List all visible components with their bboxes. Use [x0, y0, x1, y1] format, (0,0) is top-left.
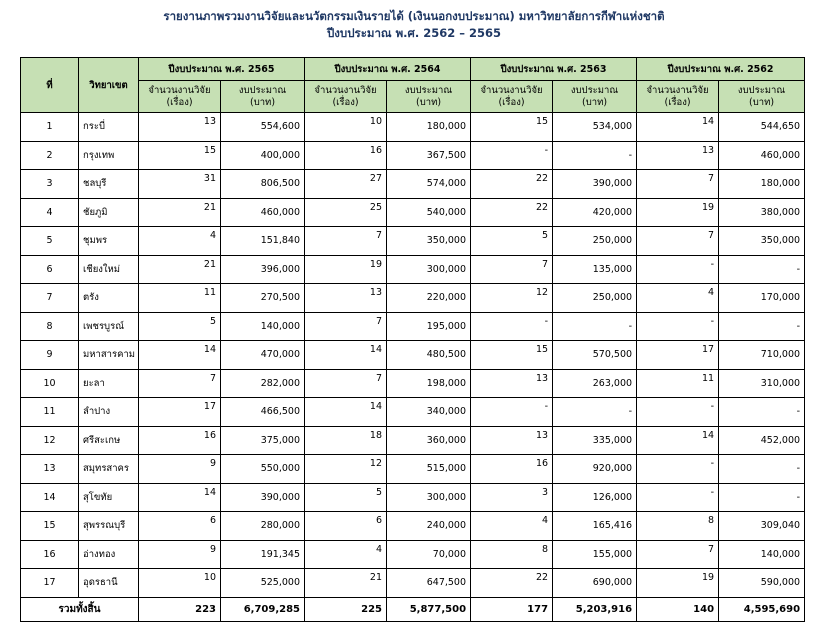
header-count-2563: [471, 81, 553, 113]
total-budget-2565: 6,709,285: [221, 597, 305, 621]
report-title: รายงานภาพรวมงานวิจัยและนวัตกรรมเงินรายได้ (เงินนอกงบประมาณ) มหาวิทยาลัยการกีฬาแห่งชาติ: [163, 9, 665, 23]
budget-2564: 300,000: [387, 255, 471, 284]
budget-2564: 340,000: [387, 398, 471, 427]
count-2565: 9: [139, 540, 221, 569]
header-year-2562: ปีงบประมาณ พ.ศ. 2562: [637, 58, 805, 81]
count-2564: 19: [305, 255, 387, 284]
table-row: [21, 569, 805, 598]
budget-2564: 240,000: [387, 512, 471, 541]
total-budget-2564: 5,877,500: [387, 597, 471, 621]
header-year-2565: ปีงบประมาณ พ.ศ. 2565: [139, 58, 305, 81]
row-number: 14: [21, 483, 79, 512]
budget-2564: 480,500: [387, 341, 471, 370]
count-2563: 22: [471, 170, 553, 199]
budget-2562: 310,000: [719, 369, 805, 398]
header-budget-line2: (บาท): [582, 96, 608, 108]
budget-2562: 180,000: [719, 170, 805, 199]
header-campus: วิทยาเขต: [79, 58, 139, 113]
table-row: [21, 141, 805, 170]
count-2562: -: [637, 398, 719, 427]
budget-2564: 515,000: [387, 455, 471, 484]
header-count-2562: [637, 81, 719, 113]
budget-2565: 460,000: [221, 198, 305, 227]
budget-2564: 574,000: [387, 170, 471, 199]
budget-2565: 806,500: [221, 170, 305, 199]
header-count-line1: จำนวนงานวิจัย: [314, 84, 377, 96]
header-budget-2563: [553, 81, 637, 113]
budget-2562: -: [719, 455, 805, 484]
header-budget-2564: [387, 81, 471, 113]
count-2564: 5: [305, 483, 387, 512]
budget-2563: 135,000: [553, 255, 637, 284]
count-2563: 8: [471, 540, 553, 569]
table-row: [21, 170, 805, 199]
count-2563: 7: [471, 255, 553, 284]
budget-2565: 554,600: [221, 113, 305, 142]
budget-2562: -: [719, 312, 805, 341]
budget-2564: 198,000: [387, 369, 471, 398]
row-number: 6: [21, 255, 79, 284]
campus-name: ตรัง: [79, 284, 139, 313]
table-row: [21, 312, 805, 341]
budget-2563: 250,000: [553, 284, 637, 313]
budget-2564: 300,000: [387, 483, 471, 512]
count-2564: 10: [305, 113, 387, 142]
count-2565: 7: [139, 369, 221, 398]
budget-2563: 155,000: [553, 540, 637, 569]
campus-name: มหาสารคาม: [79, 341, 139, 370]
count-2562: 14: [637, 426, 719, 455]
count-2562: 7: [637, 227, 719, 256]
count-2564: 4: [305, 540, 387, 569]
table-row: [21, 540, 805, 569]
count-2564: 16: [305, 141, 387, 170]
campus-name: อ่างทอง: [79, 540, 139, 569]
row-number: 9: [21, 341, 79, 370]
count-2565: 4: [139, 227, 221, 256]
header-count-line1: จำนวนงานวิจัย: [148, 84, 211, 96]
count-2564: 25: [305, 198, 387, 227]
count-2562: 7: [637, 540, 719, 569]
count-2563: -: [471, 312, 553, 341]
budget-2562: 140,000: [719, 540, 805, 569]
row-number: 3: [21, 170, 79, 199]
campus-name: สุพรรณบุรี: [79, 512, 139, 541]
row-number: 1: [21, 113, 79, 142]
budget-2562: -: [719, 398, 805, 427]
table-row: [21, 426, 805, 455]
budget-2565: 466,500: [221, 398, 305, 427]
total-count-2564: 225: [305, 597, 387, 621]
header-count-line2: (เรื่อง): [664, 96, 691, 108]
count-2565: 6: [139, 512, 221, 541]
count-2563: 16: [471, 455, 553, 484]
count-2562: 11: [637, 369, 719, 398]
budget-2563: 920,000: [553, 455, 637, 484]
budget-2563: -: [553, 312, 637, 341]
campus-name: ชุมพร: [79, 227, 139, 256]
row-number: 15: [21, 512, 79, 541]
table-row: [21, 398, 805, 427]
campus-name: ชลบุรี: [79, 170, 139, 199]
total-row: [21, 597, 805, 621]
total-budget-2563: 5,203,916: [553, 597, 637, 621]
budget-2563: 690,000: [553, 569, 637, 598]
count-2563: 13: [471, 426, 553, 455]
count-2565: 14: [139, 341, 221, 370]
count-2564: 6: [305, 512, 387, 541]
budget-2565: 140,000: [221, 312, 305, 341]
total-label: รวมทั้งสิ้น: [21, 597, 139, 621]
count-2563: 12: [471, 284, 553, 313]
table-row: [21, 198, 805, 227]
count-2565: 21: [139, 255, 221, 284]
table-row: [21, 483, 805, 512]
row-number: 16: [21, 540, 79, 569]
budget-2562: -: [719, 483, 805, 512]
count-2565: 5: [139, 312, 221, 341]
budget-2564: 220,000: [387, 284, 471, 313]
header-budget-line1: งบประมาณ: [570, 84, 619, 96]
table-row: [21, 284, 805, 313]
count-2562: -: [637, 455, 719, 484]
count-2563: -: [471, 141, 553, 170]
row-number: 17: [21, 569, 79, 598]
campus-name: ลำปาง: [79, 398, 139, 427]
count-2565: 31: [139, 170, 221, 199]
header-budget-line1: งบประมาณ: [404, 84, 453, 96]
row-number: 4: [21, 198, 79, 227]
budget-2564: 360,000: [387, 426, 471, 455]
budget-2565: 400,000: [221, 141, 305, 170]
budget-2564: 647,500: [387, 569, 471, 598]
count-2565: 15: [139, 141, 221, 170]
count-2565: 14: [139, 483, 221, 512]
budget-2563: 390,000: [553, 170, 637, 199]
count-2564: 14: [305, 398, 387, 427]
budget-2563: 420,000: [553, 198, 637, 227]
table-row: [21, 512, 805, 541]
budget-2565: 282,000: [221, 369, 305, 398]
budget-2562: 710,000: [719, 341, 805, 370]
total-count-2562: 140: [637, 597, 719, 621]
count-2562: -: [637, 483, 719, 512]
budget-2564: 195,000: [387, 312, 471, 341]
budget-2562: 452,000: [719, 426, 805, 455]
total-count-2565: 223: [139, 597, 221, 621]
campus-name: อุดรธานี: [79, 569, 139, 598]
budget-2565: 390,000: [221, 483, 305, 512]
table-row: [21, 341, 805, 370]
header-no: ที่: [21, 58, 79, 113]
table-row: [21, 369, 805, 398]
budget-2565: 550,000: [221, 455, 305, 484]
count-2564: 27: [305, 170, 387, 199]
count-2565: 9: [139, 455, 221, 484]
campus-name: เพชรบูรณ์: [79, 312, 139, 341]
header-budget-line2: (บาท): [749, 96, 775, 108]
count-2563: 15: [471, 113, 553, 142]
header-budget-2562: [719, 81, 805, 113]
count-2565: 17: [139, 398, 221, 427]
count-2563: 3: [471, 483, 553, 512]
header-count-line2: (เรื่อง): [498, 96, 525, 108]
count-2565: 11: [139, 284, 221, 313]
count-2562: 4: [637, 284, 719, 313]
report-subtitle: ปีงบประมาณ พ.ศ. 2562 – 2565: [327, 26, 501, 40]
budget-2563: 263,000: [553, 369, 637, 398]
header-budget-line2: (บาท): [416, 96, 442, 108]
campus-name: สมุทรสาคร: [79, 455, 139, 484]
budget-2563: -: [553, 141, 637, 170]
budget-2562: 380,000: [719, 198, 805, 227]
count-2563: 4: [471, 512, 553, 541]
header-count-2564: [305, 81, 387, 113]
count-2565: 10: [139, 569, 221, 598]
count-2562: -: [637, 312, 719, 341]
total-budget-2562: 4,595,690: [719, 597, 805, 621]
header-budget-line1: งบประมาณ: [737, 84, 786, 96]
row-number: 12: [21, 426, 79, 455]
budget-2565: 270,500: [221, 284, 305, 313]
count-2563: 22: [471, 569, 553, 598]
row-number: 5: [21, 227, 79, 256]
count-2562: -: [637, 255, 719, 284]
budget-2562: 170,000: [719, 284, 805, 313]
count-2565: 21: [139, 198, 221, 227]
budget-2562: 590,000: [719, 569, 805, 598]
campus-name: กระบี่: [79, 113, 139, 142]
campus-name: ชัยภูมิ: [79, 198, 139, 227]
count-2563: -: [471, 398, 553, 427]
count-2563: 22: [471, 198, 553, 227]
budget-2565: 470,000: [221, 341, 305, 370]
campus-name: ยะลา: [79, 369, 139, 398]
budget-2563: 165,416: [553, 512, 637, 541]
budget-2563: 126,000: [553, 483, 637, 512]
budget-2565: 525,000: [221, 569, 305, 598]
budget-2565: 191,345: [221, 540, 305, 569]
table-row: [21, 455, 805, 484]
table-row: [21, 255, 805, 284]
row-number: 7: [21, 284, 79, 313]
budget-2563: 534,000: [553, 113, 637, 142]
total-count-2563: 177: [471, 597, 553, 621]
count-2562: 19: [637, 569, 719, 598]
count-2564: 13: [305, 284, 387, 313]
count-2562: 8: [637, 512, 719, 541]
budget-2564: 70,000: [387, 540, 471, 569]
budget-2564: 367,500: [387, 141, 471, 170]
header-budget-line1: งบประมาณ: [238, 84, 287, 96]
count-2563: 15: [471, 341, 553, 370]
budget-2562: 544,650: [719, 113, 805, 142]
budget-2563: -: [553, 398, 637, 427]
count-2565: 16: [139, 426, 221, 455]
budget-2562: 350,000: [719, 227, 805, 256]
count-2564: 12: [305, 455, 387, 484]
count-2564: 7: [305, 369, 387, 398]
budget-2565: 396,000: [221, 255, 305, 284]
header-count-2565: [139, 81, 221, 113]
table-row: [21, 227, 805, 256]
campus-name: สุโขทัย: [79, 483, 139, 512]
research-budget-table: [20, 57, 805, 622]
count-2564: 14: [305, 341, 387, 370]
header-budget-2565: [221, 81, 305, 113]
budget-2563: 335,000: [553, 426, 637, 455]
count-2565: 13: [139, 113, 221, 142]
budget-2565: 280,000: [221, 512, 305, 541]
budget-2564: 180,000: [387, 113, 471, 142]
header-budget-line2: (บาท): [249, 96, 276, 108]
budget-2563: 250,000: [553, 227, 637, 256]
table-row: [21, 113, 805, 142]
count-2562: 7: [637, 170, 719, 199]
budget-2564: 540,000: [387, 198, 471, 227]
campus-name: กรุงเทพ: [79, 141, 139, 170]
count-2564: 7: [305, 312, 387, 341]
budget-2565: 375,000: [221, 426, 305, 455]
row-number: 13: [21, 455, 79, 484]
campus-name: ศรีสะเกษ: [79, 426, 139, 455]
header-count-line1: จำนวนงานวิจัย: [646, 84, 709, 96]
count-2563: 5: [471, 227, 553, 256]
budget-2563: 570,500: [553, 341, 637, 370]
budget-2562: 460,000: [719, 141, 805, 170]
header-year-2564: ปีงบประมาณ พ.ศ. 2564: [305, 58, 471, 81]
count-2564: 18: [305, 426, 387, 455]
row-number: 2: [21, 141, 79, 170]
budget-2564: 350,000: [387, 227, 471, 256]
count-2564: 7: [305, 227, 387, 256]
row-number: 10: [21, 369, 79, 398]
header-year-2563: ปีงบประมาณ พ.ศ. 2563: [471, 58, 637, 81]
header-count-line2: (เรื่อง): [332, 96, 359, 108]
count-2563: 13: [471, 369, 553, 398]
row-number: 8: [21, 312, 79, 341]
count-2562: 13: [637, 141, 719, 170]
count-2564: 21: [305, 569, 387, 598]
count-2562: 17: [637, 341, 719, 370]
row-number: 11: [21, 398, 79, 427]
campus-name: เชียงใหม่: [79, 255, 139, 284]
budget-2565: 151,840: [221, 227, 305, 256]
budget-2562: -: [719, 255, 805, 284]
header-count-line2: (เรื่อง): [166, 96, 193, 108]
count-2562: 19: [637, 198, 719, 227]
count-2562: 14: [637, 113, 719, 142]
budget-2562: 309,040: [719, 512, 805, 541]
header-count-line1: จำนวนงานวิจัย: [480, 84, 543, 96]
